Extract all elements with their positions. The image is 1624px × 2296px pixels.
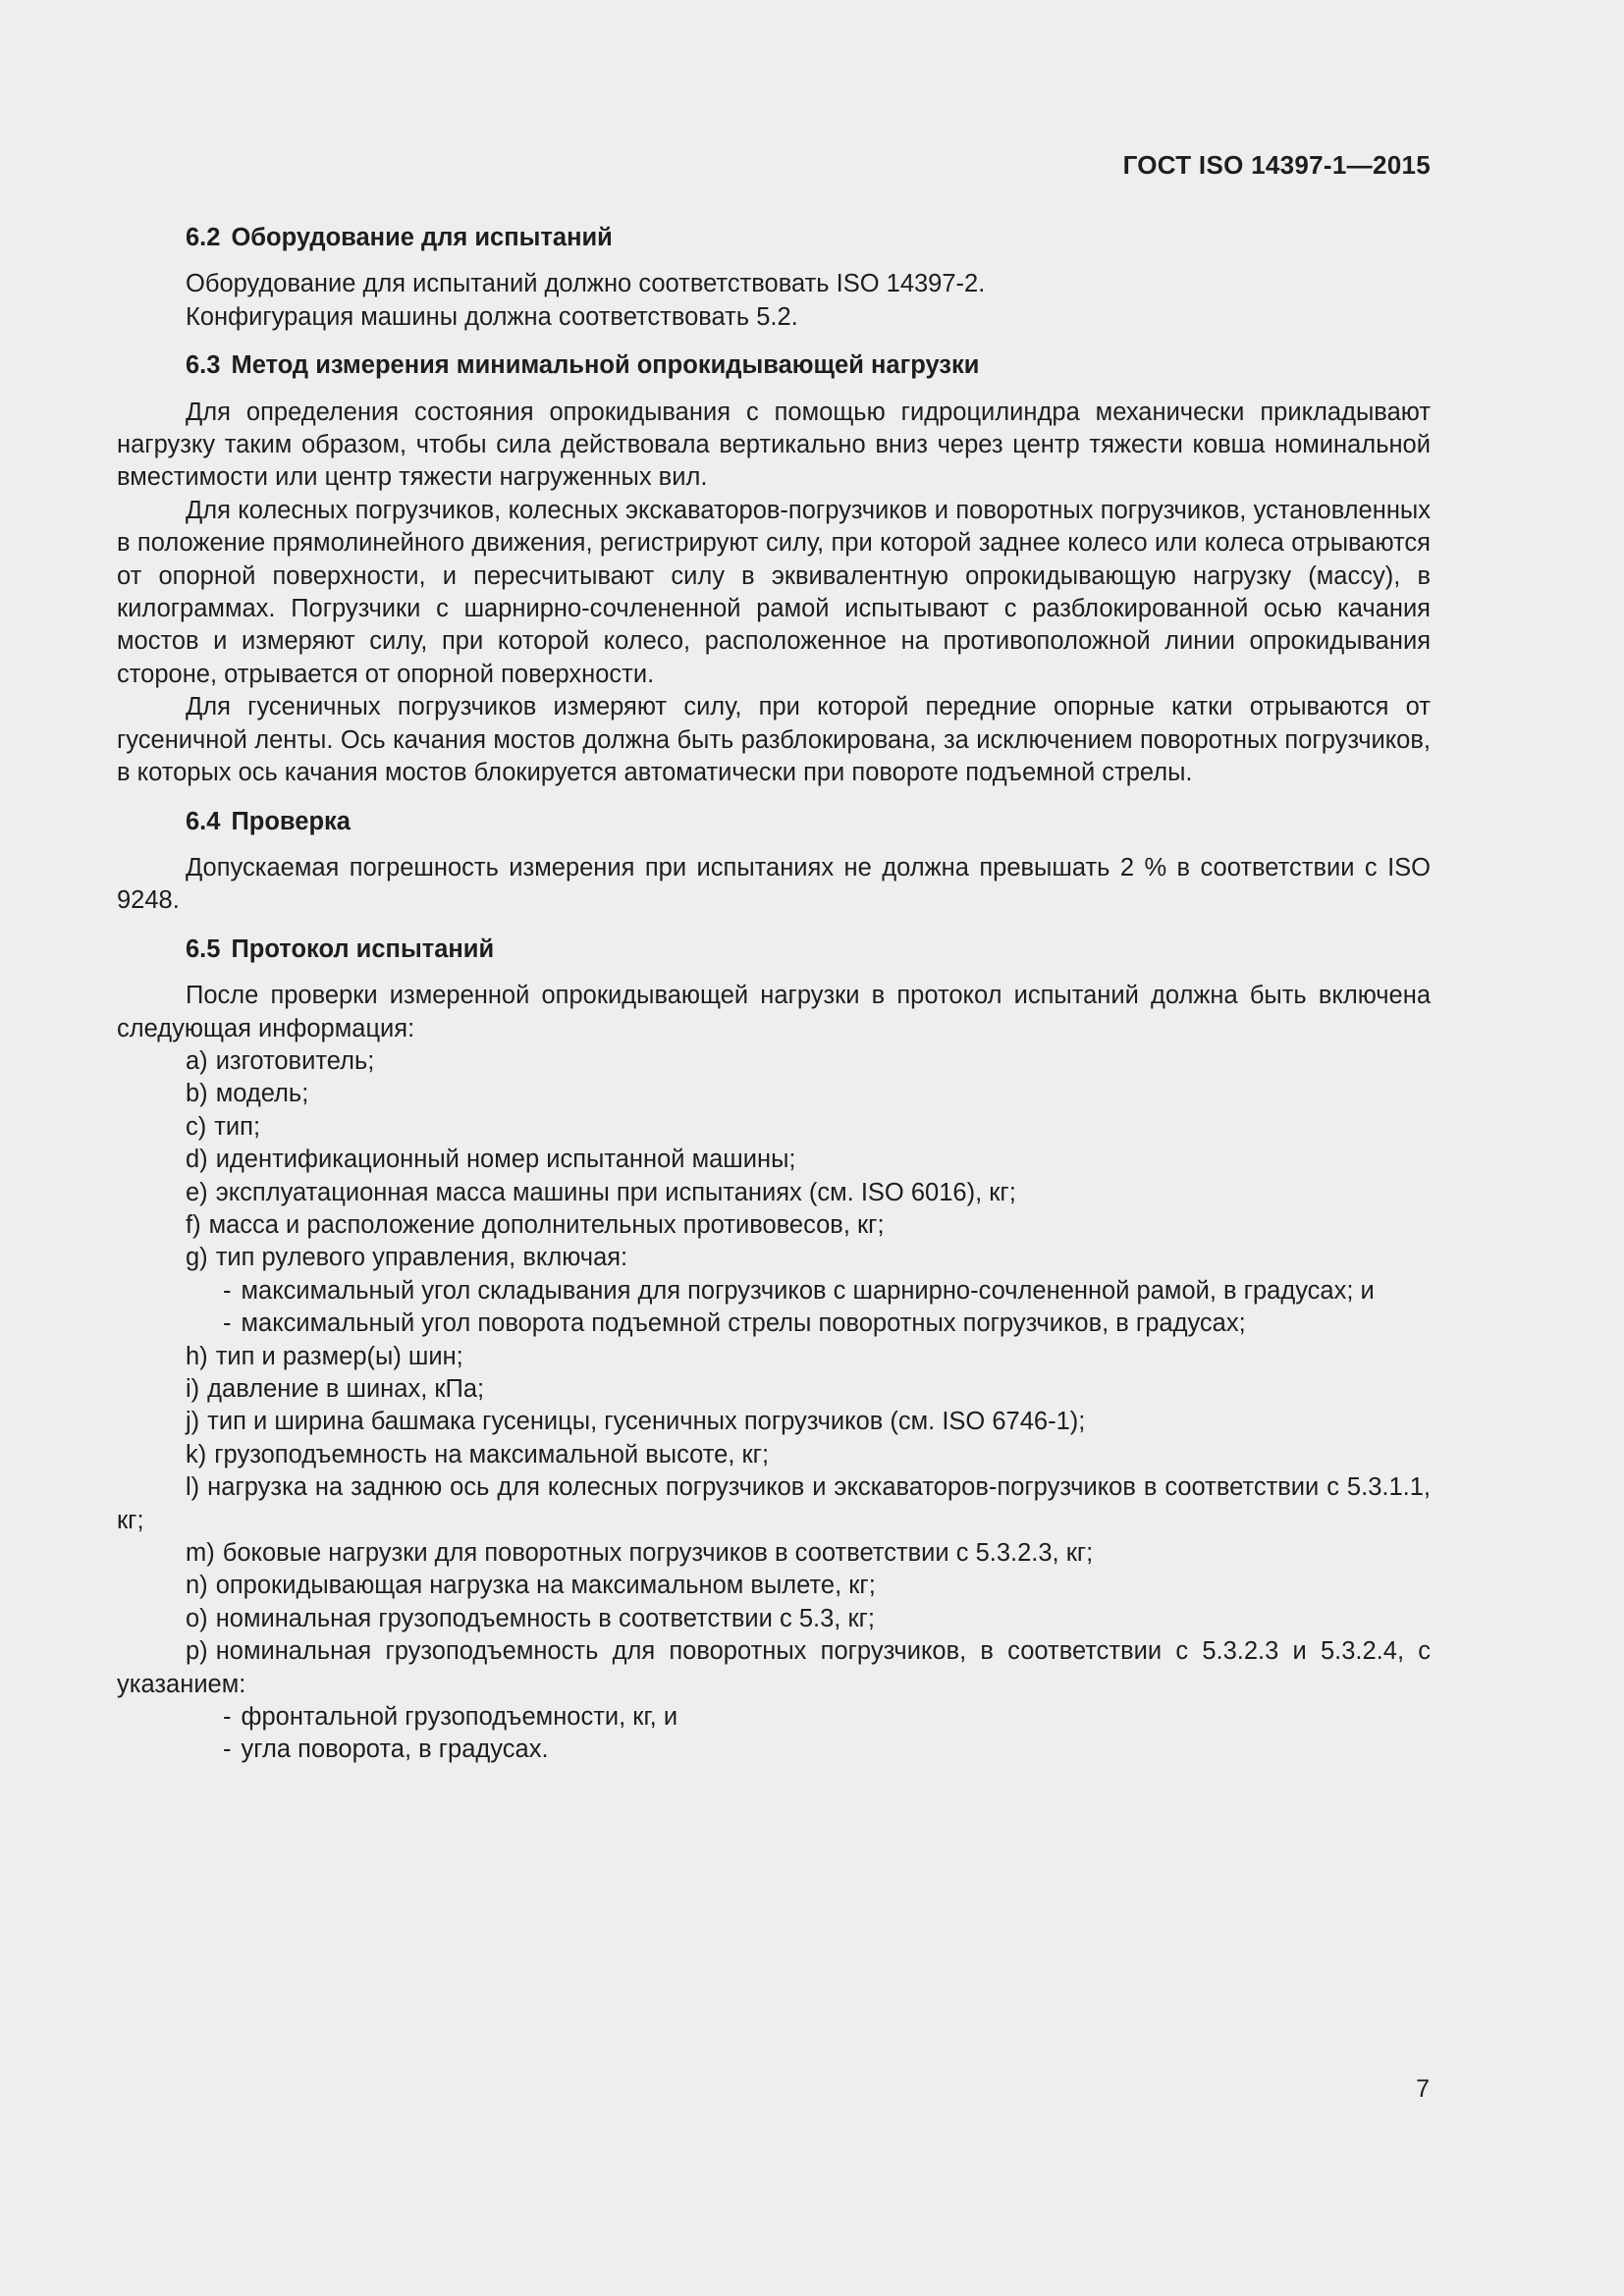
list-text: нагрузка на заднюю ось для колесных погрузчиков и экскаваторов-погрузчиков в соответствии с 5.3.1.1, кг; (117, 1473, 1431, 1534)
list-item (117, 1635, 1431, 1701)
section-number: 6.5 (186, 934, 221, 963)
list-text: тип и размер(ы) шин; (215, 1342, 463, 1370)
section-6-4 (117, 806, 1431, 918)
sub-list-text: фронтальной грузоподъемности, кг, и (241, 1703, 678, 1732)
list-text: идентификационный номер испытанной машины; (215, 1146, 796, 1174)
list-marker: b) (186, 1080, 208, 1108)
list-text: номинальная грузоподъемность в соответствии с 5.3, кг; (215, 1604, 875, 1632)
sub-list-marker: - (223, 1276, 232, 1305)
sub-list-text: максимальный угол поворота подъемной стрелы поворотных погрузчиков, в градусах; (241, 1309, 1246, 1338)
sub-list-marker: - (223, 1735, 232, 1764)
section-6-5 (117, 934, 1431, 1767)
list-text: тип и ширина башмака гусеницы, гусеничных погрузчиков (см. ISO 6746-1); (207, 1408, 1086, 1436)
sub-list-item (117, 1275, 1431, 1308)
list-item (117, 1242, 1431, 1274)
list-item (117, 1603, 1431, 1635)
list-item (117, 1373, 1431, 1406)
list-marker: o) (186, 1604, 208, 1632)
list-marker: e) (186, 1178, 208, 1206)
sub-list-item (117, 1308, 1431, 1340)
sub-list-item (117, 1734, 1431, 1766)
list-marker: k) (186, 1440, 207, 1468)
sub-list-marker: - (223, 1703, 232, 1732)
list-text: тип; (214, 1112, 261, 1141)
paragraph: Оборудование для испытаний должно соответствовать ISO 14397-2. (186, 270, 986, 298)
section-6-3 (117, 349, 1431, 789)
sub-list-text: угла поворота, в градусах. (241, 1735, 549, 1764)
list-marker: l) (186, 1473, 200, 1502)
list-marker: a) (186, 1046, 208, 1075)
list-item (117, 1209, 1431, 1242)
list-text: эксплуатационная масса машины при испытаниях (см. ISO 6016), кг; (215, 1178, 1016, 1206)
list-item (117, 1045, 1431, 1078)
list-item (117, 1570, 1431, 1602)
list-item (117, 1406, 1431, 1438)
list-marker: f) (186, 1210, 201, 1239)
list-marker: n) (186, 1572, 208, 1600)
list-item (117, 1439, 1431, 1471)
list-text: тип рулевого управления, включая: (215, 1244, 628, 1272)
list-item (117, 1341, 1431, 1373)
paragraph: Конфигурация машины должна соответствовать 5.2. (186, 302, 798, 331)
sub-list-text: максимальный угол складывания для погрузчиков с шарнирно-сочлененной рамой, в градусах; и (241, 1276, 1375, 1305)
section-number: 6.4 (186, 807, 221, 835)
document-code: ГОСТ ISO 14397-1—2015 (1122, 150, 1431, 180)
section-6-2 (117, 222, 1431, 334)
section-heading (117, 934, 1431, 966)
paragraph: Для колесных погрузчиков, колесных экскаваторов-погрузчиков и поворотных погрузчиков, установленных в положение прямолинейного движения, регистрируют силу, при которой заднее колесо или колеса отрываются от опорной поверхности, и пересчитывают силу в эквивалентную опрокидывающую нагрузку (массу), в килограммах. Погрузчики с шарнирно-сочлененной рамой испытывают с разблокированной осью качания мостов и измеряют силу, при которой колесо, расположенное на противоположной линии опрокидывания стороне, отрывается от опорной поверхности. (117, 496, 1431, 688)
paragraph: Для гусеничных погрузчиков измеряют силу, при которой передние опорные катки отрываются от гусеничной ленты. Ось качания мостов должна быть разблокирована, за исключением поворотных погрузчиков, в которых ось качания мостов блокируется автоматически при повороте подъемной стрелы. (117, 693, 1431, 787)
list-marker: p) (186, 1637, 208, 1666)
list-text: номинальная грузоподъемность для поворотных погрузчиков, в соответствии с 5.3.2.3 и 5.3.2.4, с указанием: (117, 1637, 1431, 1698)
list-marker: j) (186, 1408, 200, 1436)
list-marker: g) (186, 1244, 208, 1272)
list-marker: i) (186, 1375, 200, 1403)
sub-list-marker: - (223, 1309, 232, 1338)
list-text: давление в шинах, кПа; (207, 1375, 485, 1403)
list-item (117, 1177, 1431, 1209)
list-text: опрокидывающая нагрузка на максимальном вылете, кг; (215, 1572, 876, 1600)
paragraph: После проверки измеренной опрокидывающей нагрузки в протокол испытаний должна быть включена следующая информация: (117, 982, 1431, 1042)
section-heading (117, 806, 1431, 838)
list-text: масса и расположение дополнительных противовесов, кг; (208, 1210, 885, 1239)
list-text: грузоподъемность на максимальной высоте, кг; (214, 1440, 770, 1468)
list-marker: h) (186, 1342, 208, 1370)
section-heading (117, 222, 1431, 254)
paragraph: Для определения состояния опрокидывания с помощью гидроцилиндра механически прикладывают нагрузку таким образом, чтобы сила действовала вертикально вниз через центр тяжести ковша номинальной вместимости или центр тяжести нагруженных вил. (117, 398, 1431, 492)
list-marker: d) (186, 1146, 208, 1174)
section-title: Метод измерения минимальной опрокидывающей нагрузки (231, 351, 980, 380)
list-text: боковые нагрузки для поворотных погрузчиков в соответствии с 5.3.2.3, кг; (222, 1539, 1094, 1568)
section-title: Проверка (231, 807, 351, 835)
list-item (117, 1111, 1431, 1144)
section-number: 6.3 (186, 351, 221, 380)
list-text: изготовитель; (215, 1046, 375, 1075)
list-marker: m) (186, 1539, 215, 1568)
page-number: 7 (1416, 2075, 1430, 2103)
list-marker: c) (186, 1112, 207, 1141)
section-heading (117, 349, 1431, 382)
document-body (117, 222, 1431, 1767)
sub-list-item (117, 1701, 1431, 1734)
section-title: Протокол испытаний (231, 934, 495, 963)
list-item (117, 1144, 1431, 1176)
section-title: Оборудование для испытаний (231, 224, 613, 251)
list-item (117, 1078, 1431, 1110)
list-item (117, 1471, 1431, 1537)
section-number: 6.2 (186, 224, 221, 251)
list-text: модель; (215, 1080, 309, 1108)
paragraph: Допускаемая погрешность измерения при испытаниях не должна превышать 2 % в соответствии с ISO 9248. (117, 853, 1431, 915)
list-item (117, 1537, 1431, 1570)
